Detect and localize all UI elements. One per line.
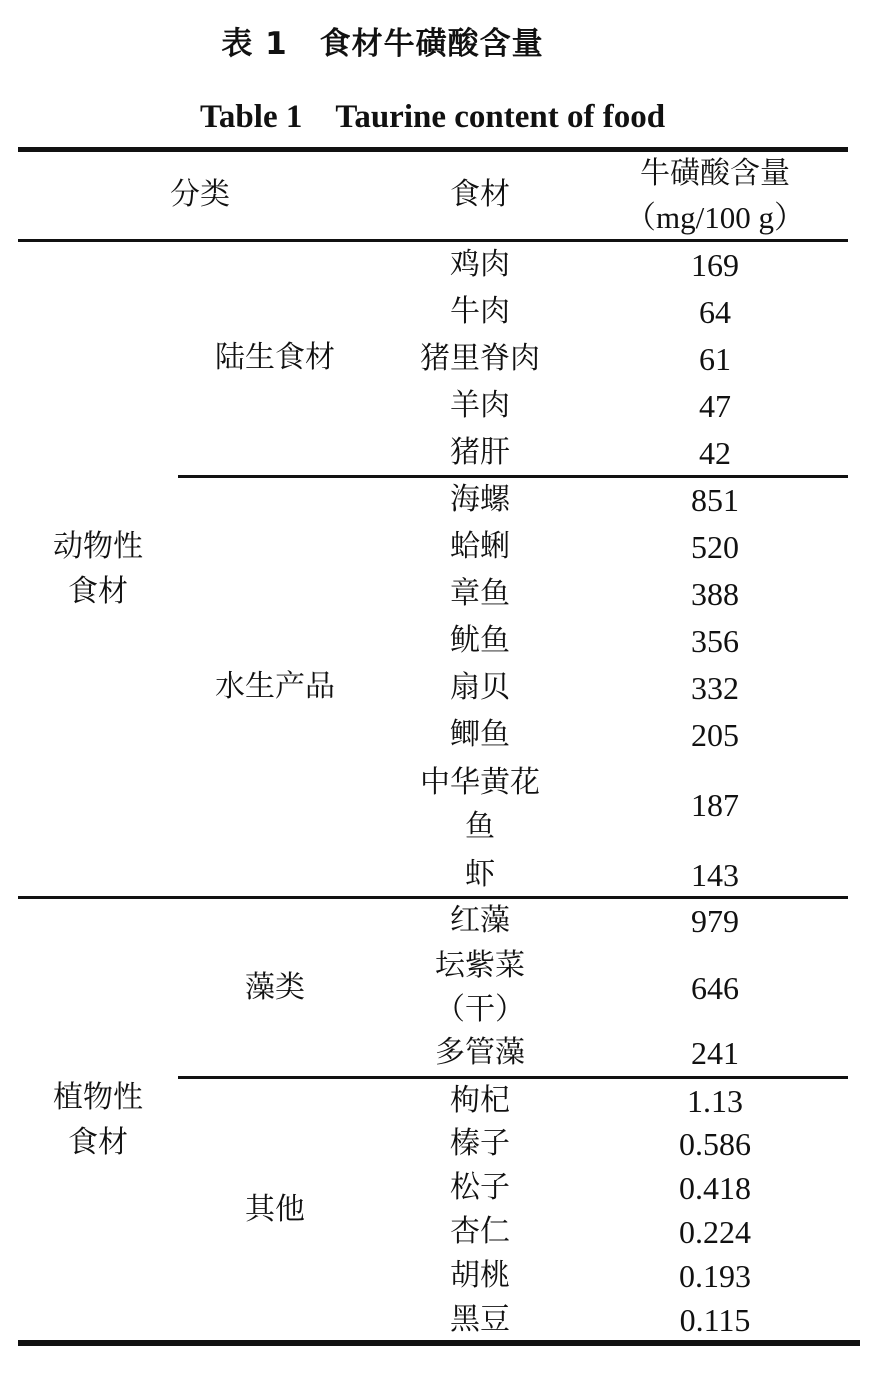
food-cell: 红藻 [450, 903, 510, 938]
food-cell: 多管藻 [435, 1035, 525, 1070]
value-cell: 0.115 [679, 1302, 751, 1338]
group-animal-line1: 动物性 [53, 529, 143, 564]
value-cell: 388 [691, 576, 739, 612]
value-cell: 61 [699, 341, 731, 377]
food-cell: 榛子 [450, 1126, 510, 1161]
value-cell: 0.586 [679, 1126, 751, 1162]
food-cell: 羊肉 [450, 388, 510, 423]
value-cell: 187 [691, 787, 739, 823]
food-cell: 杏仁 [450, 1214, 510, 1249]
value-cell: 241 [691, 1035, 739, 1071]
food-cell: 章鱼 [450, 576, 510, 611]
food-cell: 牛肉 [450, 294, 510, 329]
subgroup-other: 其他 [245, 1192, 305, 1227]
food-cell: 虾 [465, 857, 495, 892]
food-cell: 中华黄花 [420, 765, 540, 800]
group-plant-line2: 食材 [68, 1125, 128, 1160]
food-cell: 扇贝 [450, 670, 510, 705]
value-cell: 356 [691, 623, 739, 659]
table-title-chinese: 表 1 食材牛磺酸含量 [221, 26, 544, 62]
food-cell: 黑豆 [450, 1302, 510, 1337]
food-cell: 胡桃 [450, 1258, 510, 1293]
value-cell: 169 [691, 247, 739, 283]
value-cell: 143 [691, 857, 739, 893]
value-cell: 205 [691, 717, 739, 753]
food-cell: 海螺 [450, 482, 510, 517]
value-cell: 42 [699, 435, 731, 471]
food-cell: 鸡肉 [450, 247, 510, 282]
food-cell: 猪里脊肉 [420, 341, 540, 376]
value-cell: 646 [691, 970, 739, 1006]
subgroup-land: 陆生食材 [215, 340, 335, 375]
subgroup-algae: 藻类 [245, 970, 305, 1005]
value-cell: 0.193 [679, 1258, 751, 1294]
food-cell: 鱿鱼 [450, 623, 510, 658]
group-animal-line2: 食材 [68, 574, 128, 609]
food-cell: 鲫鱼 [450, 717, 510, 752]
food-cell-continued: 鱼 [465, 809, 495, 844]
value-cell: 520 [691, 529, 739, 565]
subgroup-aquatic: 水生产品 [215, 669, 335, 704]
food-cell: 蛤蜊 [450, 529, 510, 564]
value-cell: 64 [699, 294, 731, 330]
food-cell-continued: （干） [435, 992, 525, 1027]
value-cell: 1.13 [687, 1083, 743, 1119]
food-cell: 猪肝 [450, 435, 510, 470]
group-plant-line1: 植物性 [53, 1080, 143, 1115]
header-taurine-line1: 牛磺酸含量 [640, 156, 790, 191]
header-food: 食材 [450, 177, 510, 212]
header-taurine-line2: （mg/100 g） [625, 200, 805, 235]
value-cell: 0.224 [679, 1214, 751, 1250]
table-title-english: Table 1 Taurine content of food [199, 99, 666, 135]
food-cell: 松子 [450, 1170, 510, 1205]
value-cell: 0.418 [679, 1170, 751, 1206]
value-cell: 332 [691, 670, 739, 706]
food-cell: 枸杞 [450, 1083, 510, 1118]
header-category: 分类 [170, 177, 230, 212]
food-cell: 坛紫菜 [435, 948, 525, 983]
value-cell: 47 [699, 388, 731, 424]
value-cell: 979 [691, 903, 739, 939]
value-cell: 851 [691, 482, 739, 518]
